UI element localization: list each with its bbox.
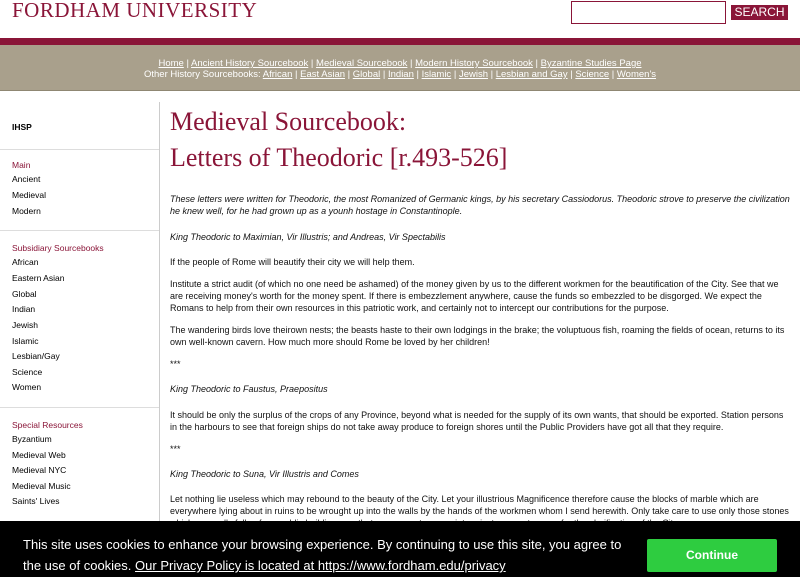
cookie-text: This site uses cookies to enhance your browsing experience. By continuing to use this site, you agree to the use of cookies. bbox=[23, 537, 622, 573]
sidebar-item-byzantium[interactable]: Byzantium bbox=[12, 434, 52, 444]
sidebar-heading-main: Main bbox=[12, 160, 31, 170]
sidebar-ihsp-link[interactable]: IHSP bbox=[12, 122, 32, 132]
letter-heading: King Theodoric to Maximian, Vir Illustris; and Andreas, Vir Spectabilis bbox=[170, 232, 446, 242]
section-separator: *** bbox=[170, 359, 181, 369]
sidebar-item-african[interactable]: African bbox=[12, 257, 39, 267]
sidebar-divider bbox=[0, 149, 159, 150]
nav-east-asian-link[interactable]: East Asian bbox=[300, 69, 346, 80]
sidebar-item-women[interactable]: Women bbox=[12, 382, 42, 392]
nav-islamic-link[interactable]: Islamic bbox=[421, 69, 452, 80]
sidebar-item-medieval-music[interactable]: Medieval Music bbox=[12, 481, 71, 491]
nav-indian-link[interactable]: Indian bbox=[387, 69, 414, 80]
sidebar-item-global[interactable]: Global bbox=[12, 289, 37, 299]
intro-paragraph: These letters were written for Theodoric, the most Romanized of Germanic kings, by his secretary Cassiodorus. Theodoric strove to preserve the civilization he knew well, for he had grown up as a younh hostage in Constantinople. bbox=[170, 194, 790, 216]
nav-womens-link[interactable]: Women's bbox=[616, 69, 657, 80]
nav-other-label: Other History Sourcebooks: bbox=[143, 69, 261, 80]
nav-global-link[interactable]: Global bbox=[352, 69, 381, 80]
nav-primary: Home | Ancient History Sourcebook | Medieval Sourcebook | Modern History Sourcebook | Byzantine Studies Page bbox=[158, 58, 642, 69]
header-divider bbox=[0, 38, 800, 45]
nav-byzantine-link[interactable]: Byzantine Studies Page bbox=[540, 58, 642, 69]
nav-science-link[interactable]: Science bbox=[575, 69, 610, 80]
sidebar-item-jewish[interactable]: Jewish bbox=[12, 320, 38, 330]
nav-medieval-link[interactable]: Medieval Sourcebook bbox=[316, 58, 408, 69]
nav-modern-link[interactable]: Modern History Sourcebook bbox=[415, 58, 533, 69]
sidebar-divider bbox=[0, 230, 159, 231]
body-paragraph: Institute a strict audit (of which no one need be ashamed) of the money given by us to the different workmen for the beautification of the City. See that we are receiving money's worth for the money spent. If there is embezzlement anywhere, cause the funds so embezzled to be disgorged. We expect the Romans to help from their own resources in this patriotic work, and certainly not to intercept our contributions for the purpose. bbox=[170, 279, 779, 313]
body-paragraph: The wandering birds love theirown nests; the beasts haste to their own lodgings in the brake; the voluptuous fish, roaming the fields of ocean, returns to its own well-known cavern. How much more should Rome be loved by her children! bbox=[170, 325, 785, 347]
search-input[interactable] bbox=[571, 1, 726, 24]
sidebar-heading-special: Special Resources bbox=[12, 420, 83, 430]
nav-lesbian-gay-link[interactable]: Lesbian and Gay bbox=[495, 69, 568, 80]
fordham-logo[interactable]: FORDHAM UNIVERSITY bbox=[12, 0, 258, 22]
letter-heading: King Theodoric to Suna, Vir Illustris and Comes bbox=[170, 469, 359, 479]
search-button[interactable]: SEARCH bbox=[731, 5, 788, 20]
nav-ancient-link[interactable]: Ancient History Sourcebook bbox=[191, 58, 309, 69]
sidebar bbox=[0, 102, 160, 577]
nav-home-link[interactable]: Home bbox=[158, 58, 184, 69]
cookie-message bbox=[23, 534, 643, 576]
sidebar-item-modern[interactable]: Modern bbox=[12, 206, 41, 216]
body-paragraph: Let nothing lie useless which may rebound to the beauty of the City. Let your illustrious Magnificence therefore cause the blocks of marble which are everywhere lying about in ruins to be wrought up into the walls by the hands of the workmen whom I send herewith. Only take care to use only those stones bbox=[170, 494, 789, 516]
page-subtitle: Letters of Theodoric [r.493-526] bbox=[170, 143, 508, 172]
nav-secondary: Other History Sourcebooks: African | East Asian | Global | Indian | Islamic | Jewish | Lesbian and Gay | Science | Women's bbox=[143, 69, 657, 80]
body-paragraph: It should be only the surplus of the crops of any Province, beyond what is needed for the supply of its own wants, that should be exported. Station persons in the harbours to see that foreign ships do not take away produce to foreign shores until the Public Providers have got all that they require. bbox=[170, 410, 784, 432]
privacy-policy-link[interactable]: Our Privacy Policy is located at https://www.fordham.edu/privacy bbox=[135, 558, 506, 573]
body-paragraph: If the people of Rome will beautify their city we will help them. bbox=[170, 257, 415, 267]
sidebar-item-ancient[interactable]: Ancient bbox=[12, 174, 41, 184]
sidebar-item-medieval[interactable]: Medieval bbox=[12, 190, 47, 200]
nav-african-link[interactable]: African bbox=[262, 69, 293, 80]
sidebar-item-medieval-web[interactable]: Medieval Web bbox=[12, 450, 66, 460]
sidebar-divider bbox=[0, 407, 159, 408]
nav-jewish-link[interactable]: Jewish bbox=[458, 69, 488, 80]
sidebar-item-eastern-asian[interactable]: Eastern Asian bbox=[12, 273, 65, 283]
nav-band bbox=[0, 45, 800, 91]
continue-button[interactable]: Continue bbox=[647, 539, 777, 572]
sidebar-item-lesbian-gay[interactable]: Lesbian/Gay bbox=[12, 351, 60, 361]
sidebar-item-saints-lives[interactable]: Saints' Lives bbox=[12, 496, 60, 506]
sidebar-item-science[interactable]: Science bbox=[12, 367, 43, 377]
site-header bbox=[0, 0, 800, 38]
cookie-banner bbox=[0, 521, 800, 577]
sidebar-item-islamic[interactable]: Islamic bbox=[12, 336, 39, 346]
sidebar-item-medieval-nyc[interactable]: Medieval NYC bbox=[12, 465, 67, 475]
sidebar-heading-subsidiary: Subsidiary Sourcebooks bbox=[12, 243, 104, 253]
sidebar-item-indian[interactable]: Indian bbox=[12, 304, 36, 314]
section-separator: *** bbox=[170, 444, 181, 454]
page-title: Medieval Sourcebook: bbox=[170, 107, 407, 136]
letter-heading: King Theodoric to Faustus, Praepositus bbox=[170, 384, 328, 394]
